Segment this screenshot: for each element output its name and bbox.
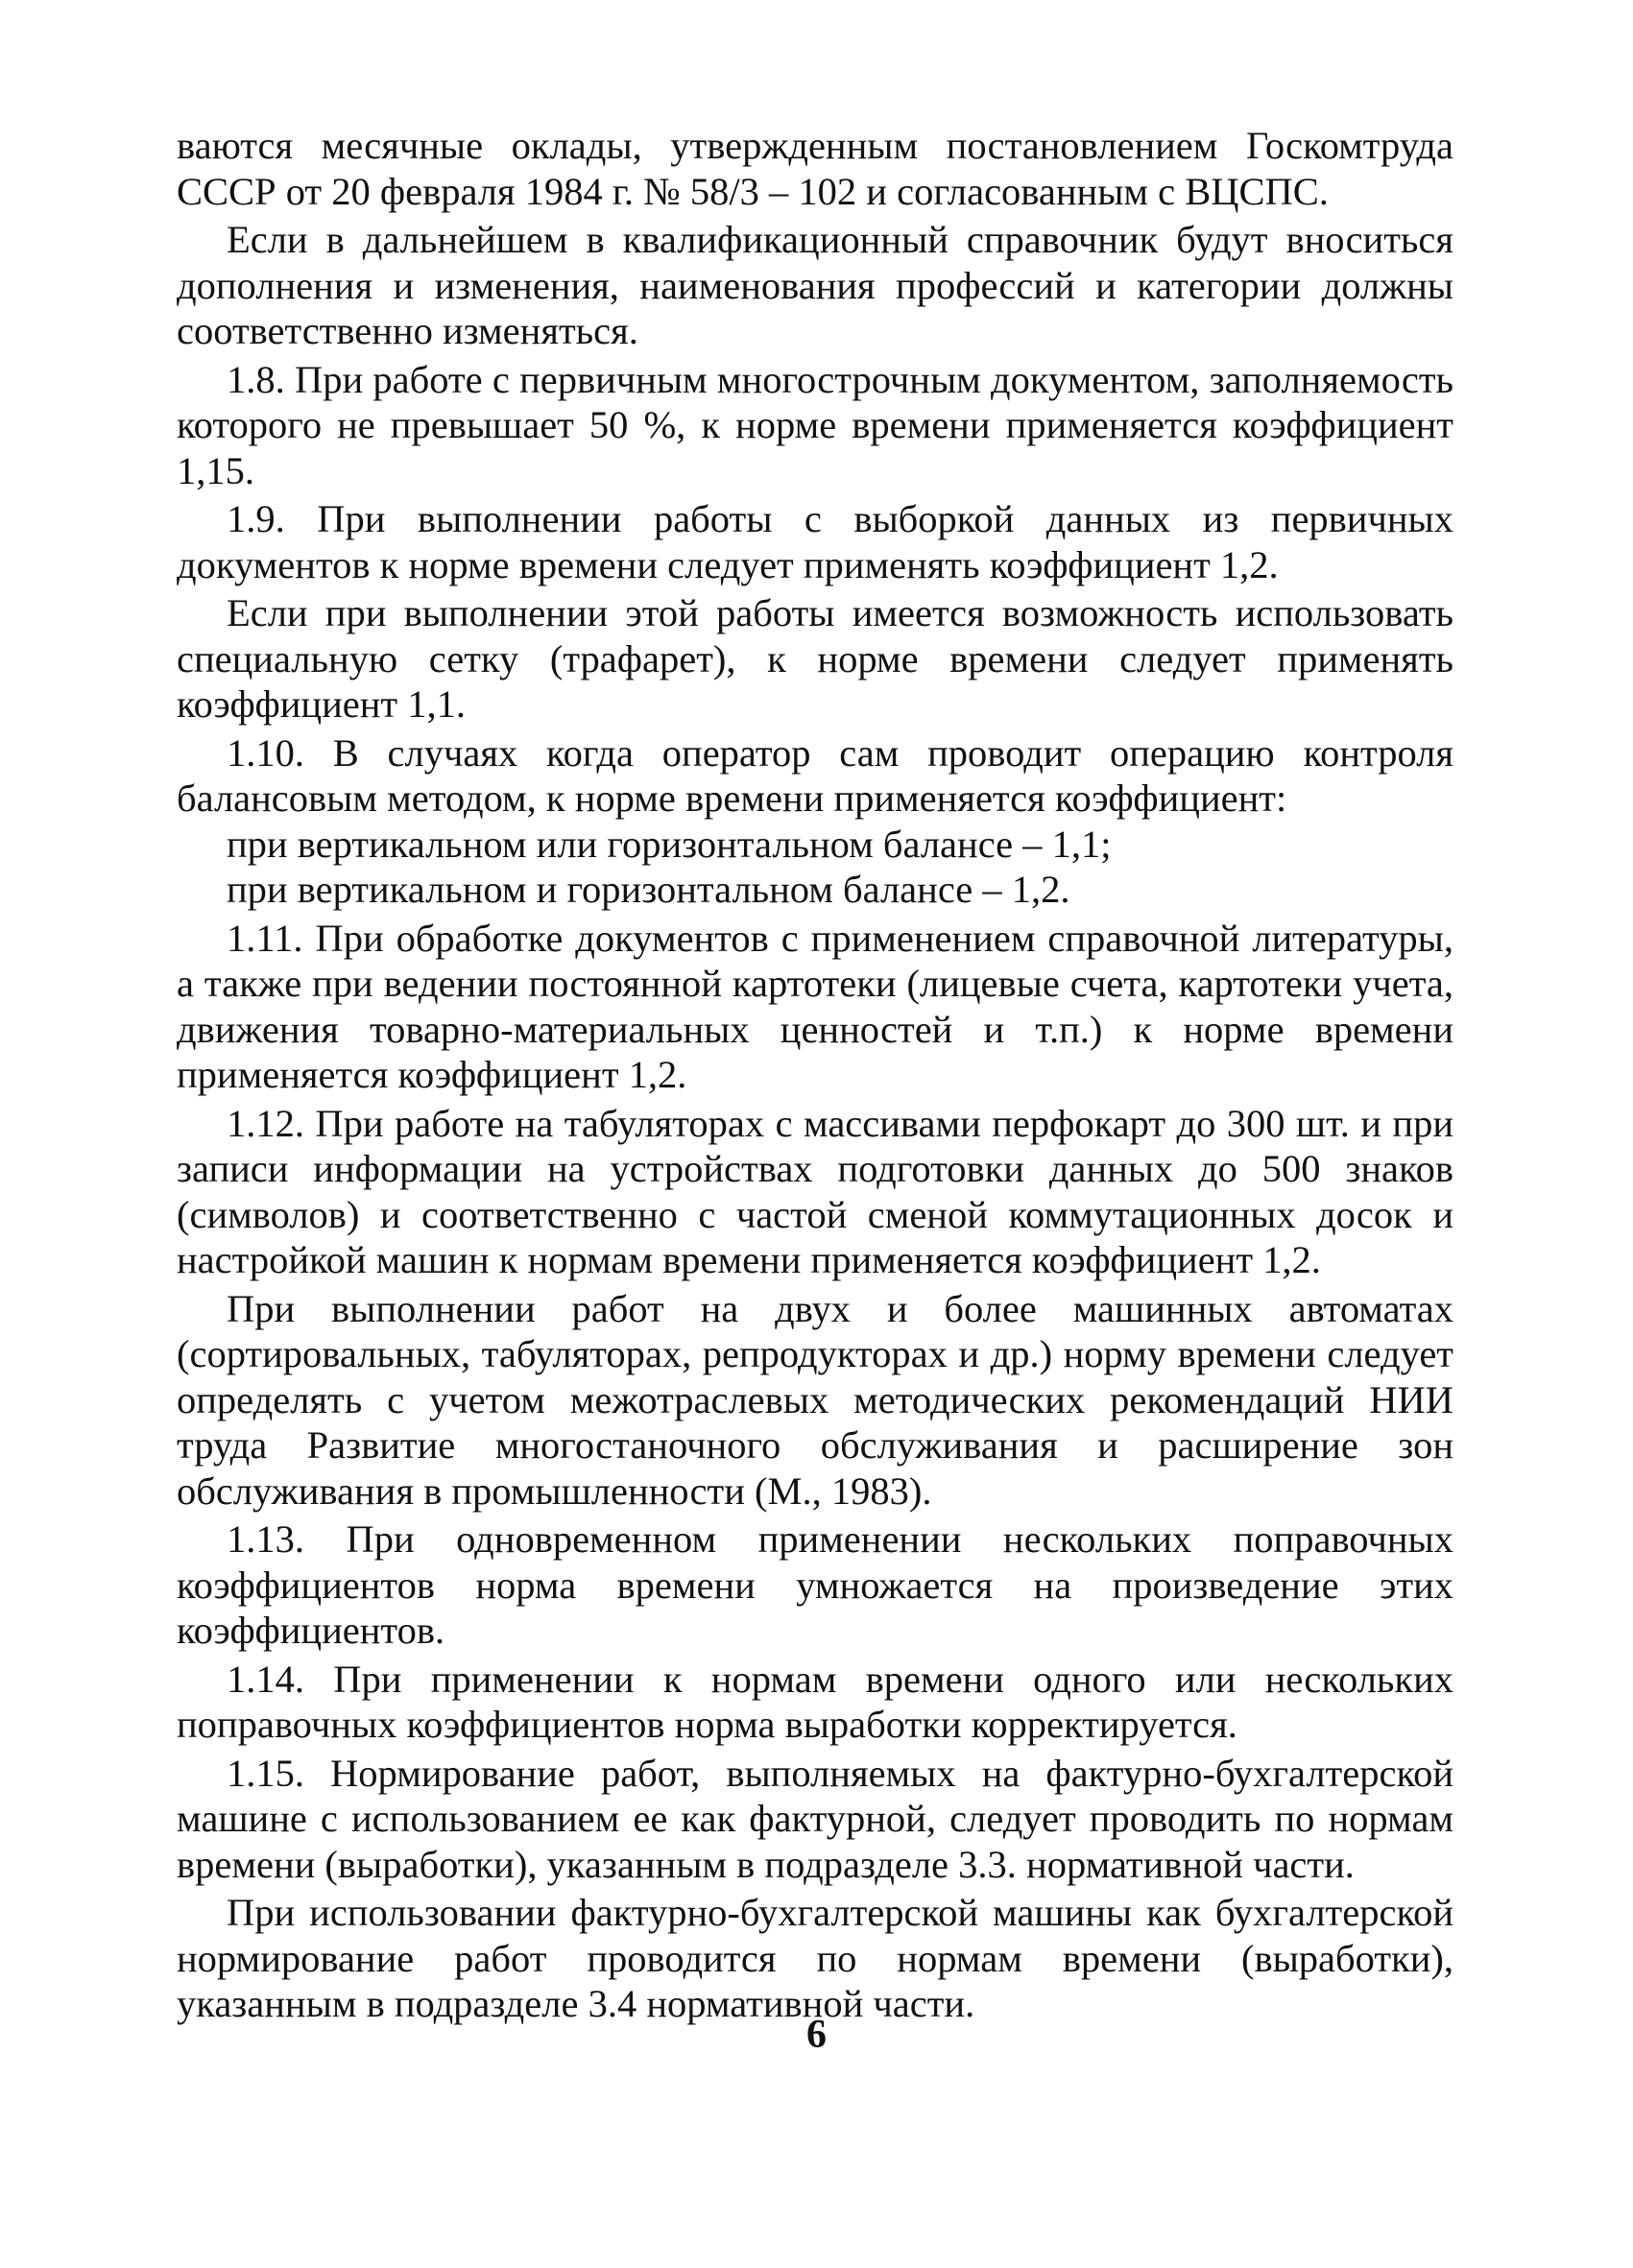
paragraph-1-8: 1.8. При работе с первичным многострочным документом, заполняемость которого не превышает 50 %, к норме времени применяется коэффициент 1,15. xyxy=(177,357,1453,492)
paragraph-1-9: 1.9. При выполнении работы с выборкой данных из первичных документов к норме времени следует применять коэффициент 1,2. xyxy=(177,497,1453,586)
document-page xyxy=(177,123,1453,2027)
paragraph-1-9-stencil: Если при выполнении этой работы имеется возможность использовать специальную сетку (трафарет), к норме времени следует применять коэффициент 1,1. xyxy=(177,591,1453,726)
page-number: 6 xyxy=(806,2013,827,2057)
paragraph-1-12: 1.12. При работе на табуляторах с массивами перфокарт до 300 шт. и при записи информации на устройствах подготовки данных до 500 знаков (символов) и соответственно с частой сменой коммутационных досок и настройкой машин к нормам времени применяется коэффициент 1,2. xyxy=(177,1101,1453,1281)
paragraph-continuation: ваются месячные оклады, утвержденным постановлением Госкомтруда СССР от 20 февраля 1984 г. № 58/3 – 102 и согласованным с ВЦСПС. xyxy=(177,124,1453,213)
paragraph-1-15-bookkeeping: При использовании фактурно-бухгалтерской машины как бухгалтерской нормирование работ проводится по нормам времени (выработки), указанным в подразделе 3.4 нормативной части. xyxy=(177,1891,1453,2025)
paragraph-1-10-vertical-or-horizontal: при вертикальном или горизонтальном балансе – 1,1; xyxy=(227,822,1112,866)
paragraph-1-13: 1.13. При одновременном применении нескольких поправочных коэффициентов норма времени умножается на произведение этих коэффициентов. xyxy=(177,1517,1453,1652)
paragraph-1-10-vertical-and-horizontal: при вертикальном и горизонтальном балансе – 1,2. xyxy=(227,868,1070,911)
paragraph-1-15: 1.15. Нормирование работ, выполняемых на фактурно-бухгалтерской машине с использованием ее как фактурной, следует проводить по нормам времени (выработки), указанным в подразделе 3.3. нормативной части. xyxy=(177,1751,1453,1886)
paragraph-qualification-changes: Если в дальнейшем в квалификационный справочник будут вноситься дополнения и изменения, наименования профессий и категории должны соответственно изменяться. xyxy=(177,218,1453,352)
paragraph-1-14: 1.14. При применении к нормам времени одного или нескольких поправочных коэффициентов норма выработки корректируется. xyxy=(177,1657,1453,1746)
paragraph-1-11: 1.11. При обработке документов с применением справочной литературы, а также при ведении постоянной картотеки (лицевые счета, картотеки учета, движения товарно-материальных ценностей и т.п.) к норме времени применяется коэффициент 1,2. xyxy=(177,916,1453,1096)
paragraph-1-12-automata: При выполнении работ на двух и более машинных автоматах (сортировальных, табуляторах, репродукторах и др.) норму времени следует определять с учетом межотраслевых методических рекомендаций НИИ труда Развитие многостаночного обслуживания и расширение зон обслуживания в промышленности (М., 1983). xyxy=(177,1286,1453,1513)
paragraph-1-10: 1.10. В случаях когда оператор сам проводит операцию контроля балансовым методом, к норме времени применяется коэффициент: xyxy=(177,730,1453,820)
